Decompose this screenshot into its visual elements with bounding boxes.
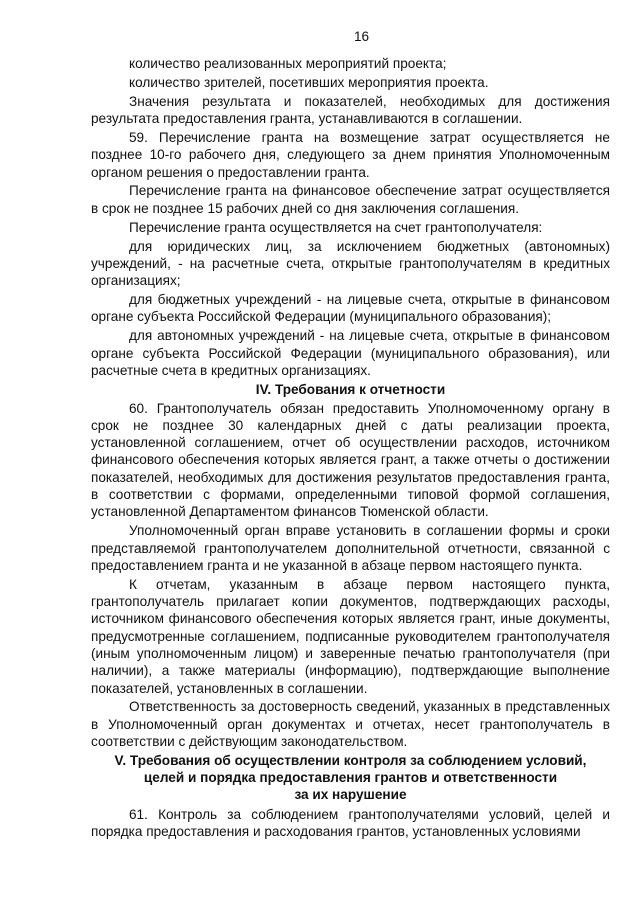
paragraph-61: 61. Контроль за соблюдением грантополучателями условий, целей и порядка предоставления и расходования грантов, установленных условиями: [91, 806, 610, 840]
paragraph-financial-support: Перечисление гранта на финансовое обеспечение затрат осуществляется в срок не позднее 15 рабочих дней со дня заключения соглашения.: [91, 183, 610, 216]
section-heading-v-line3: за их нарушение: [294, 787, 407, 803]
paragraph-result-values: Значения результата и показателей, необходимых для достижения результата предоставления гранта, устанавливаются в соглашении.: [91, 93, 610, 127]
section-heading-v-line1: V. Требования об осуществлении контроля за соблюдением условий,: [114, 752, 587, 768]
paragraph-responsibility: Ответственность за достоверность сведений, указанных в представленных в Уполномоченный орган документах и отчетах, несет грантополучатель в соответствии с действующим законодательством.: [91, 699, 610, 749]
paragraph-budget-institutions: для бюджетных учреждений - на лицевые счета, открытые в финансовом органе субъекта Российской Федерации (муниципального образования);: [91, 292, 610, 325]
section-heading-v: [91, 752, 610, 804]
paragraph-59: 59. Перечисление гранта на возмещение затрат осуществляется не позднее 10-го рабочего дня, следующего за днем принятия Уполномоченным органом решения о предоставлении гранта.: [91, 129, 610, 180]
paragraph-legal-entities: для юридических лиц, за исключением бюджетных (автономных) учреждений, - на расчетные счета, открытые грантополучателям в кредитных организациях;: [91, 238, 610, 289]
section-heading-iv: IV. Требования к отчетности: [255, 381, 446, 397]
section-heading-v-line2: целей и порядка предоставления грантов и ответственности: [143, 770, 558, 786]
paragraph-account-transfer: Перечисление гранта осуществляется на счет грантополучателя:: [129, 219, 543, 235]
paragraph-indicator-viewers: количество зрителей, посетивших мероприятия проекта.: [129, 74, 489, 90]
paragraph-indicator-events: количество реализованных мероприятий проекта;: [129, 56, 447, 71]
paragraph-autonomous-institutions: для автономных учреждений - на лицевые счета, открытые в финансовом органе субъекта Российской Федерации (муниципального образования), или расчетные счета в кредитных организациях.: [91, 328, 610, 378]
page-number: 16: [353, 29, 370, 44]
paragraph-additional-reporting: Уполномоченный орган вправе установить в соглашении формы и сроки представляемой грантополучателем дополнительной отчетности, связанной с предоставлением гранта и не указанной в абзаце первом настоящего пункта.: [91, 523, 610, 573]
paragraph-report-attachments: К отчетам, указанным в абзаце первом настоящего пункта, грантополучатель прилагает копии документов, подтверждающих расходы, источником финансового обеспечения которых является грант, иные документы, предусмотренные соглашением, подписанные руководителем грантополучателя (иным уполномоченным лицом) и заверенные печатью грантополучателя (при наличии), а также материалы (информацию), подтверждающие выполнение показателей, установленных в соглашении.: [91, 576, 610, 696]
paragraph-60: 60. Грантополучатель обязан предоставить Уполномоченному органу в срок не позднее 30 календарных дней с даты реализации проекта, установленной соглашением, отчет об осуществлении расходов, источником финансового обеспечения которых является грант, а также отчеты о достижении показателей, необходимых для достижения результатов предоставления гранта, в соответствии с формами, определенными типовой формой соглашения, установленной Департаментом финансов Тюменской области.: [91, 400, 610, 520]
